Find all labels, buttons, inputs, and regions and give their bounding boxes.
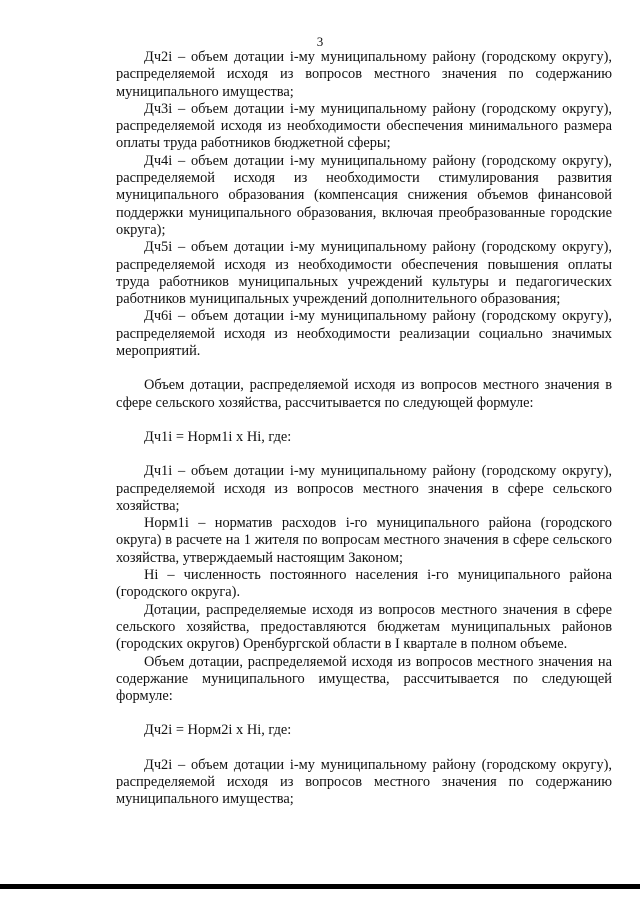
document-body: [116, 49, 612, 809]
page-number: 3: [316, 34, 324, 49]
formula-dch1i: Дч1i = Норм1i x Hi, где:: [144, 428, 292, 445]
paragraph-property-intro: Объем дотации, распределяемой исходя из вопросов местного значения на содержание муниципального имущества, рассчитывается по следующей формуле:: [116, 653, 612, 705]
paragraph-dch5i-definition: Дч5i – объем дотации i-му муниципальному району (городскому округу), распределяемой исходя из необходимости обеспечения повышения оплаты труда работников муниципальных учреждений культуры и педагогических работников муниципальных учреждений дополнительного образования;: [116, 239, 612, 308]
paragraph-dch2i-definition: Дч2i – объем дотации i-му муниципальному району (городскому округу), распределяемой исходя из вопросов местного значения по содержанию муниципального имущества;: [116, 49, 612, 100]
paragraph-hi-definition: Hi – численность постоянного населения i-го муниципального района (городского округа).: [116, 567, 612, 601]
paragraph-norm1i-definition: Норм1i – норматив расходов i-го муниципального района (городского округа) в расчете на 1 жителя по вопросам местного значения в сфере сельского хозяйства, утверждаемый настоящим Законом;: [116, 515, 612, 566]
paragraph-dch6i-definition: Дч6i – объем дотации i-му муниципальному району (городскому округу), распределяемой исходя из необходимости реализации социально значимых мероприятий.: [116, 308, 612, 360]
paragraph-dch2i-definition-repeat: Дч2i – объем дотации i-му муниципальному району (городскому округу), распределяемой исходя из вопросов местного значения по содержанию муниципального имущества;: [116, 756, 612, 808]
paragraph-dch3i-definition: Дч3i – объем дотации i-му муниципальному району (городскому округу), распределяемой исходя из необходимости обеспечения минимального размера оплаты труда работников бюджетной сферы;: [116, 100, 612, 152]
formula-dch2i: Дч2i = Норм2i x Hi, где:: [144, 722, 292, 739]
paragraph-dch1i-definition: Дч1i – объем дотации i-му муниципальному району (городскому округу), распределяемой исходя из вопросов местного значения в сфере сельского хозяйства;: [116, 463, 612, 514]
paragraph-agriculture-intro: Объем дотации, распределяемой исходя из вопросов местного значения в сфере сельского хозяйства, рассчитывается по следующей формуле:: [116, 377, 612, 411]
paragraph-dch4i-definition: Дч4i – объем дотации i-му муниципальному району (городскому округу), распределяемой исходя из необходимости стимулирования развития муниципального образования (компенсация снижения объемов финансовой поддержки муниципального образования, включая преобразованные городские округа);: [116, 152, 612, 238]
paragraph-agriculture-provision: Дотации, распределяемые исходя из вопросов местного значения в сфере сельского хозяйства, предоставляются бюджетам муниципальных районов (городских округов) Оренбургской области в I квартале в полном объеме.: [116, 601, 612, 653]
bottom-scan-border: [0, 884, 640, 889]
